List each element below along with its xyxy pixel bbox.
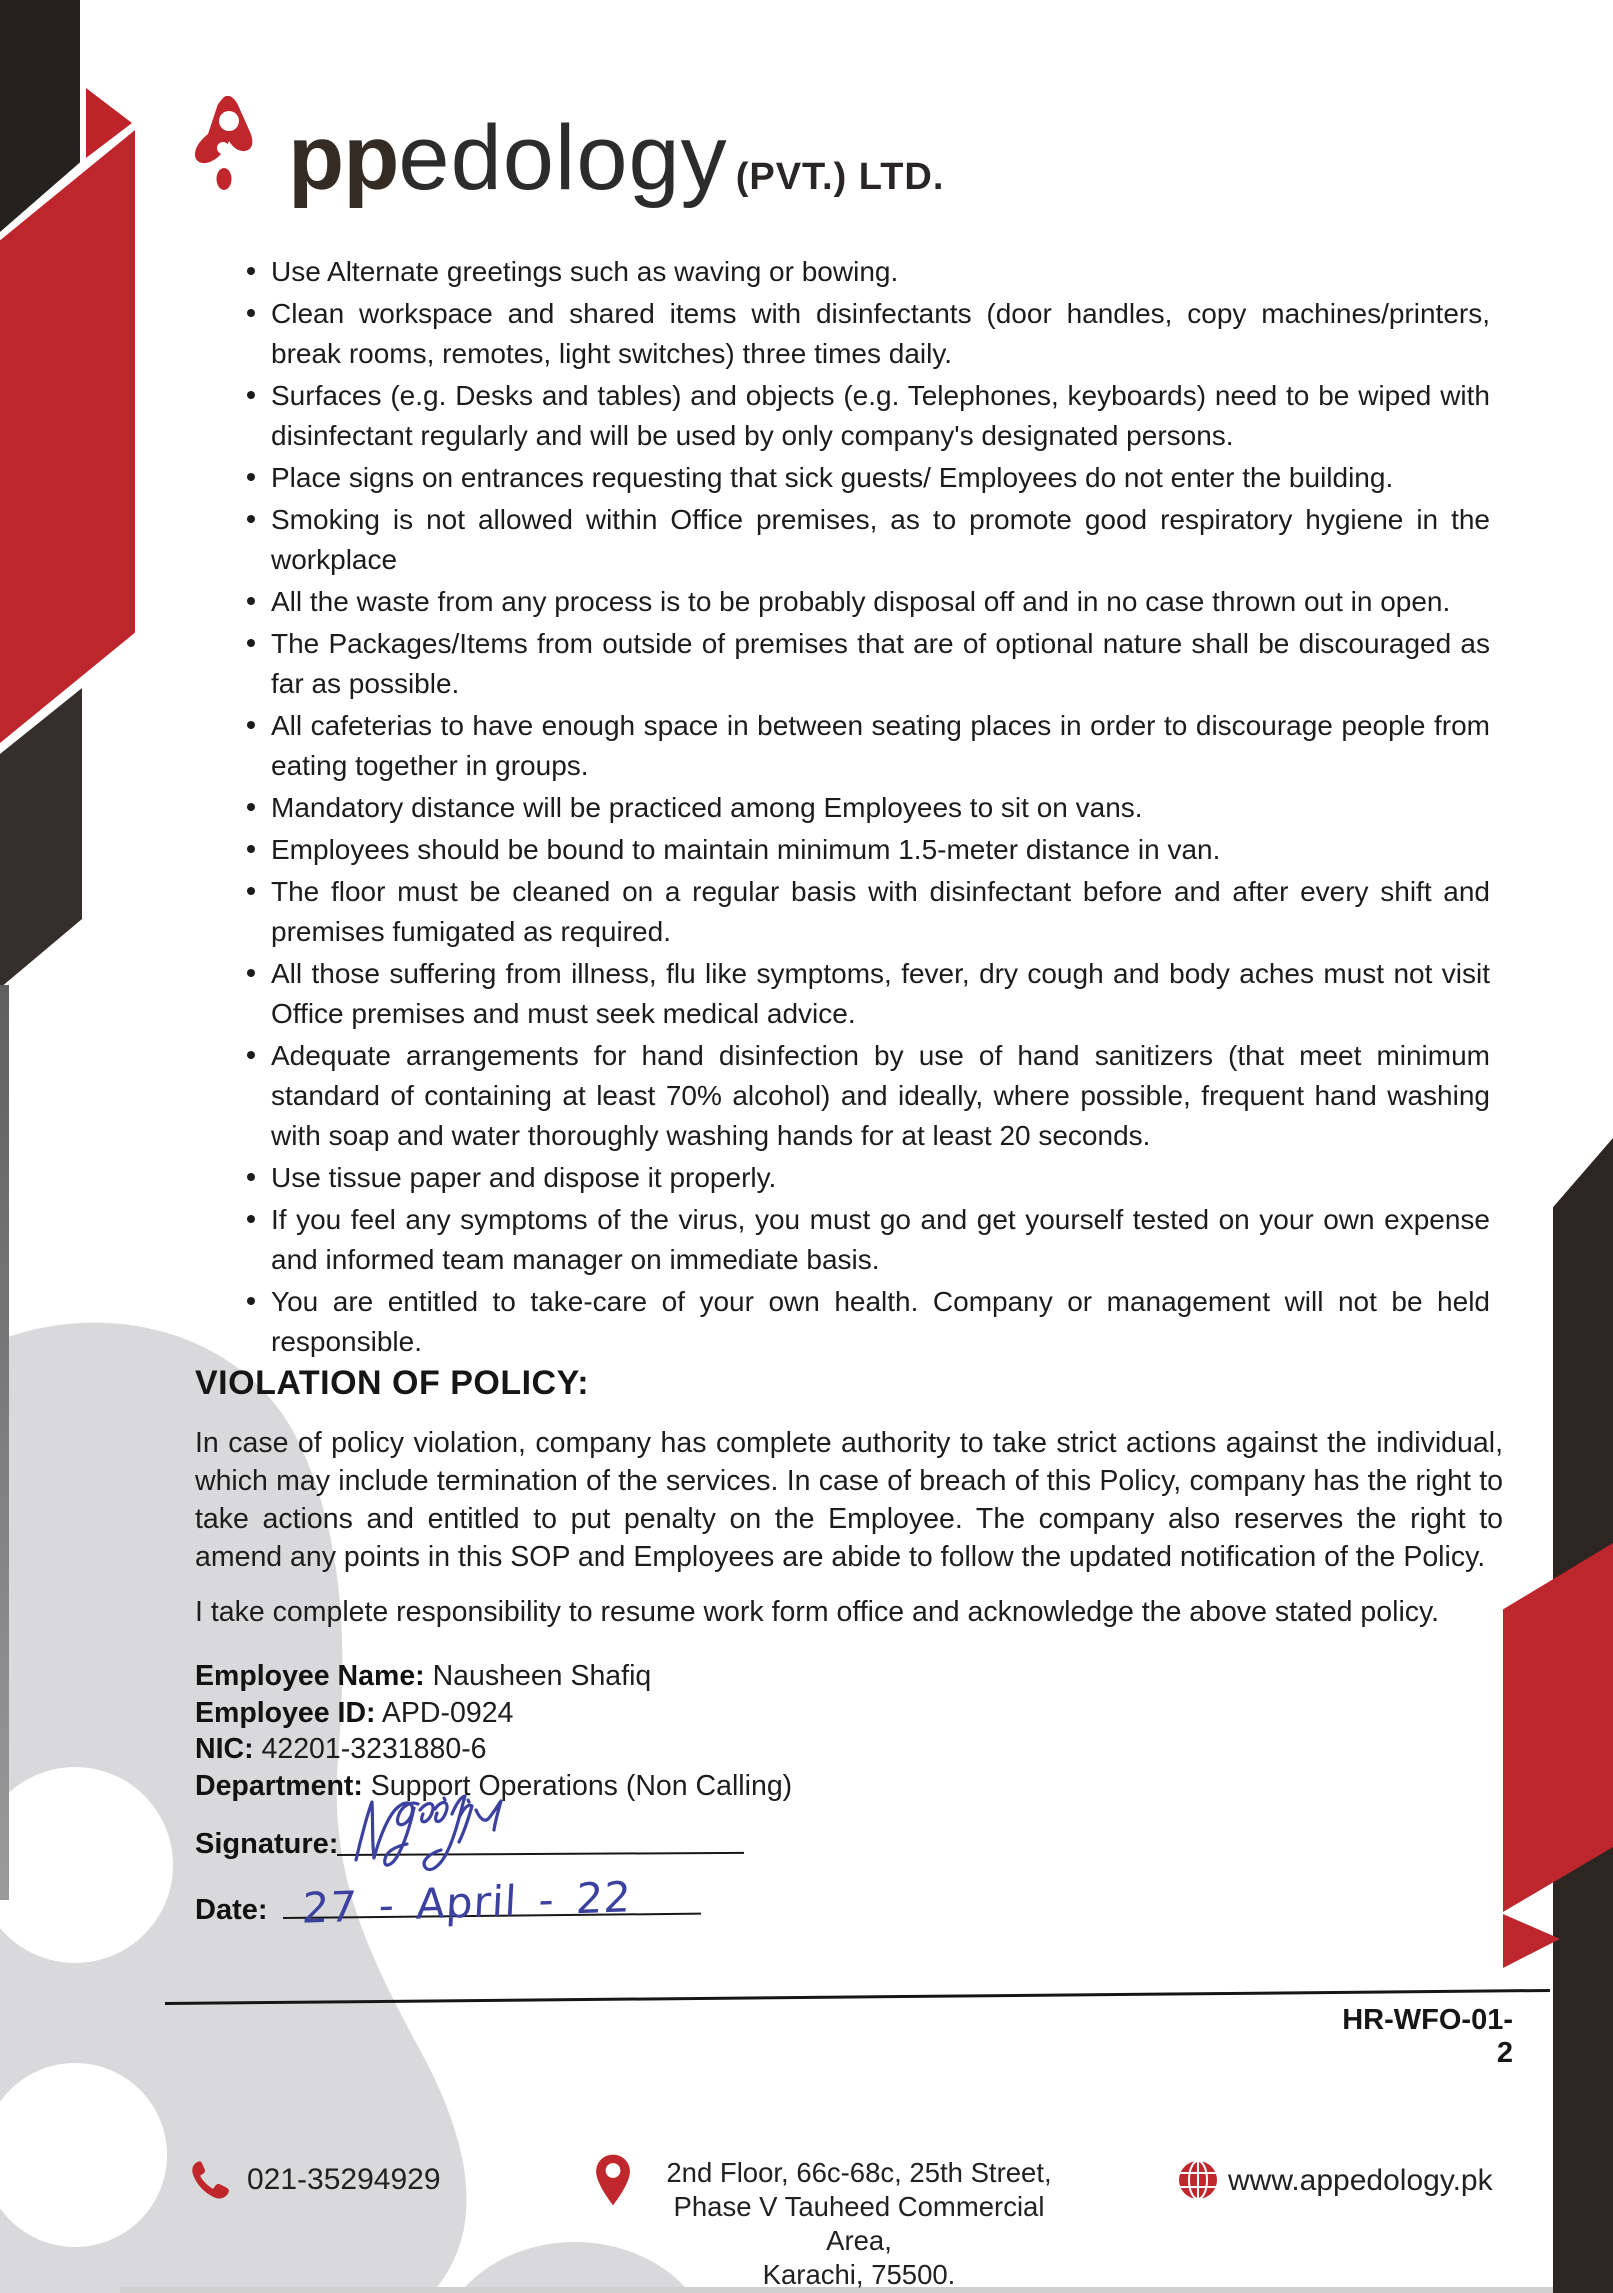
employee-details (195, 1658, 792, 1804)
red-ribbon-tail-shape (1503, 1914, 1560, 1968)
policy-bullet: All the waste from any process is to be probably disposal off and in no case thrown out in open. (238, 582, 1490, 622)
policy-bullet: Adequate arrangements for hand disinfection by use of hand sanitizers (that meet minimum standard of containing at least 70% alcohol) and ideally, where possible, frequent hand washing with soap and water thoroughly washing hands for at least 20 seconds. (238, 1036, 1490, 1156)
employee-nic-label: NIC: (195, 1733, 254, 1765)
employee-dept-value: Support Operations (Non Calling) (370, 1769, 793, 1802)
policy-bullet: Employees should be bound to maintain minimum 1.5-meter distance in van. (238, 830, 1490, 870)
date-handwriting: 27 - April - 22 (300, 1872, 633, 1933)
policy-bullet: All cafeterias to have enough space in between seating places in order to discourage people from eating together in groups. (238, 706, 1490, 786)
policy-bullet: Surfaces (e.g. Desks and tables) and objects (e.g. Telephones, keyboards) need to be wiped with disinfectant regularly and will be used by only company's designated persons. (238, 376, 1490, 456)
date-label: Date: (195, 1894, 268, 1926)
policy-bullet: All those suffering from illness, flu like symptoms, fever, dry cough and body aches must not visit Office premises and must seek medical advice. (238, 954, 1490, 1034)
employee-nic-row (195, 1731, 792, 1768)
policy-bullet: Clean workspace and shared items with disinfectants (door handles, copy machines/printers, break rooms, remotes, light switches) three times daily. (238, 294, 1490, 374)
policy-bullet: If you feel any symptoms of the virus, you must go and get yourself tested on your own expense and informed team manager on immediate basis. (238, 1200, 1490, 1280)
policy-bullet: The floor must be cleaned on a regular basis with disinfectant before and after every shift and premises fumigated as required. (238, 872, 1490, 952)
employee-name-value: Nausheen Shafiq (432, 1660, 652, 1692)
policy-bullet: The Packages/Items from outside of premises that are of optional nature shall be discouraged as far as possible. (238, 624, 1490, 704)
policy-bullet: You are entitled to take-care of your own health. Company or management will not be held responsible. (238, 1282, 1490, 1362)
address-block (638, 2156, 1080, 2292)
policy-bullet: Mandatory distance will be practiced among Employees to sit on vans. (238, 788, 1490, 828)
employee-nic-value: 42201-3231880-6 (261, 1733, 487, 1765)
employee-id-label: Employee ID: (195, 1696, 376, 1729)
location-pin-icon (594, 2152, 632, 2208)
globe-icon (1176, 2158, 1220, 2202)
phone-number: 021-35294929 (247, 2163, 441, 2196)
policy-bullet-list (238, 252, 1490, 1364)
policy-bullet: Smoking is not allowed within Office premises, as to promote good respiratory hygiene in the workplace (238, 500, 1490, 580)
employee-id-value: APD-0924 (381, 1696, 514, 1729)
address-line-3: Karachi, 75500. (762, 2259, 956, 2290)
employee-id-row (195, 1695, 792, 1732)
phone-icon (186, 2158, 232, 2204)
address-line-2: Phase V Tauheed Commercial Area, (673, 2191, 1045, 2256)
employee-name-label: Employee Name: (195, 1660, 425, 1692)
appedology-logo-icon (193, 96, 255, 196)
website-url: www.appedology.pk (1228, 2164, 1493, 2197)
policy-bullet: Place signs on entrances requesting that sick guests/ Employees do not enter the building. (238, 458, 1490, 498)
document-code: HR-WFO-01-2 (1342, 2004, 1513, 2069)
violation-heading: VIOLATION OF POLICY: (195, 1364, 590, 1402)
policy-bullet: Use tissue paper and dispose it properly. (238, 1158, 1490, 1198)
brand-suffix-text: (PVT.) LTD. (735, 156, 945, 198)
violation-paragraph: In case of policy violation, company has complete authority to take strict actions against the individual, which may include termination of the services. In case of breach of this Policy, company has the right to take actions and entitled to put penalty on the Employee. The company also reserves the right to amend any points in this SOP and Employees are abide to follow the updated notification of the Policy. (195, 1427, 1503, 1573)
signature-label: Signature: (195, 1828, 339, 1860)
acknowledgement-text: I take complete responsibility to resume work form office and acknowledge the above stated policy. (195, 1596, 1440, 1628)
brown-band-left-shape (0, 688, 82, 988)
brand-bold-text: pp (288, 107, 399, 209)
policy-bullet: Use Alternate greetings such as waving or bowing. (238, 252, 1490, 292)
left-edge-strip (0, 985, 9, 1900)
brand-light-text: edology (398, 107, 728, 209)
red-ribbon-right-shape (1503, 1543, 1613, 1912)
red-band-left-shape (0, 130, 135, 743)
employee-dept-label: Department: (195, 1769, 363, 1802)
brand-wordmark (288, 108, 944, 227)
address-line-1: 2nd Floor, 66c-68c, 25th Street, (666, 2157, 1052, 2188)
employee-name-row (195, 1658, 792, 1695)
